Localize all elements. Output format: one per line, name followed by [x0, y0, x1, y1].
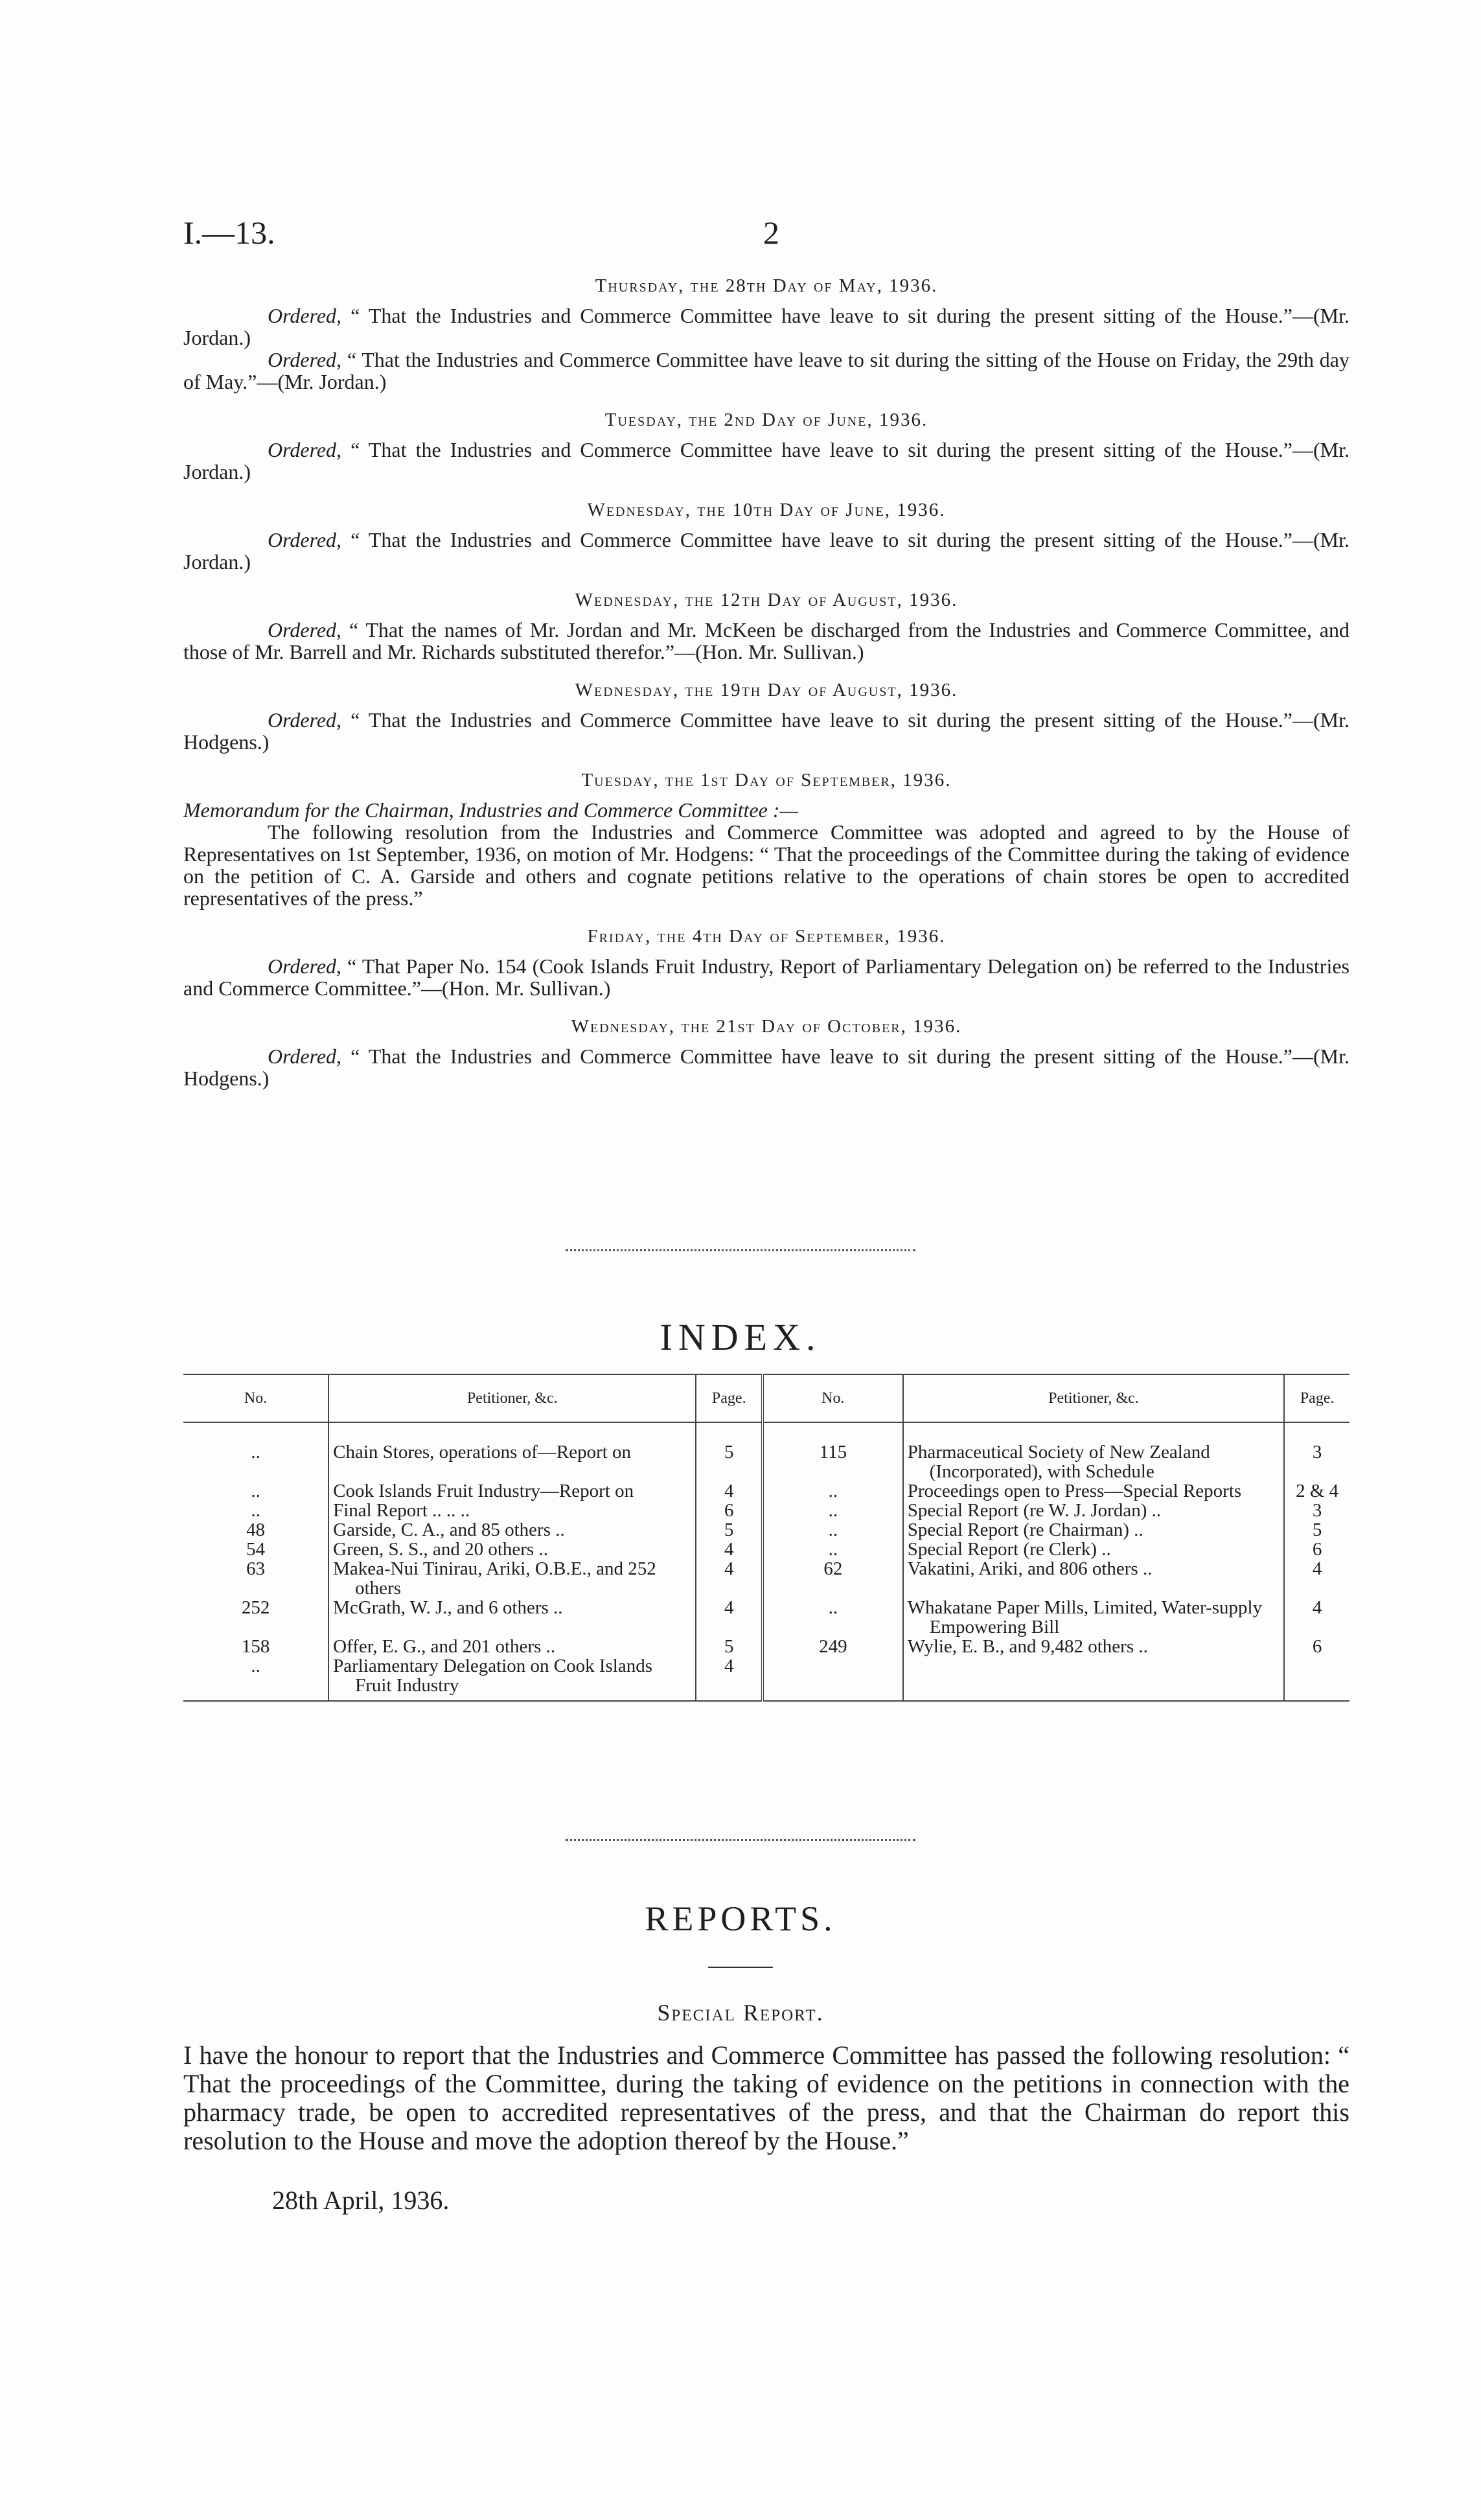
date-heading: Wednesday, the 19th Day of August, 1936.	[575, 680, 958, 700]
header-page: Page.	[696, 1374, 763, 1422]
page-number: 2	[763, 214, 779, 251]
table-row: .. Chain Stores, operations of—Report on 5 115 Pharmaceutical Society of New Zealand (Incorporated), with Schedule 3	[183, 1422, 1349, 1481]
report-date: 28th April, 1936.	[272, 2186, 450, 2215]
table-row: .. Cook Islands Fruit Industry—Report on 4 .. Proceedings open to Press—Special Reports 2 & 4	[251, 1481, 1339, 1501]
order-paragraph: Ordered, “ That the Industries and Commerce Committee have leave to sit during the present sitting of the House.”—(Mr. Hodgens.)	[183, 708, 1350, 754]
page-header	[183, 214, 1349, 259]
date-heading: Wednesday, the 12th Day of August, 1936.	[575, 590, 958, 610]
entry	[183, 500, 1349, 573]
table-row: 54 Green, S. S., and 20 others .. 4 .. Special Report (re Clerk) .. 6	[246, 1539, 1322, 1560]
memo-body: The following resolution from the Industries and Commerce Committee was adopted and agreed to by the House of Representatives on 1st September, 1936, on motion of Mr. Hodgens: “ That the proceedings of the Committee during the taking of evidence on the petition of C. A. Garside and others and cognate petitions relative to the operations of chain stores be open to accredited representatives of the press.”	[183, 820, 1349, 910]
memo-title: Memorandum for the Chairman, Industries and Commerce Committee :—	[183, 798, 798, 822]
order-paragraph: Ordered, “ That the Industries and Commerce Committee have leave to sit during the present sitting of the House.”—(Mr. Hodgens.)	[183, 1045, 1350, 1090]
report-body: I have the honour to report that the Industries and Commerce Committee has passed the following resolution: “ That the proceedings of the Committee, during the taking of evidence on the petitions in connection with the pharmacy trade, be open to accredited representatives of the press, and that the Chairman do report this resolution to the House and move the adoption thereof by the House.”	[183, 2040, 1349, 2155]
order-paragraph: Ordered, “ That the names of Mr. Jordan and Mr. McKeen be discharged from the Industries and Commerce Committee, and those of Mr. Barrell and Mr. Richards substituted therefor.”—(Hon. Mr. Sullivan.)	[183, 618, 1350, 664]
date-heading: Thursday, the 28th Day of May, 1936.	[595, 275, 938, 296]
table-row: 252 McGrath, W. J., and 6 others .. 4 .. Whakatane Paper Mills, Limited, Water-supply Empowering Bill 4	[241, 1597, 1322, 1637]
date-heading: Wednesday, the 21st Day of October, 1936.	[571, 1016, 962, 1037]
order-paragraph: Ordered, “ That the Industries and Commerce Committee have leave to sit during the present sitting of the House.”—(Mr. Jordan.)	[183, 304, 1350, 349]
header-petitioner: Petitioner, &c.	[903, 1374, 1285, 1422]
proceedings	[183, 275, 1349, 1106]
header-page: Page.	[1284, 1374, 1349, 1422]
entry	[183, 680, 1349, 753]
date-heading: Tuesday, the 1st Day of September, 1936.	[581, 770, 952, 791]
index-table	[183, 1374, 1349, 1702]
index-title: INDEX.	[660, 1316, 821, 1358]
entry	[183, 1016, 1349, 1089]
order-paragraph: Ordered, “ That Paper No. 154 (Cook Islands Fruit Industry, Report of Parliamentary Delegation on) be referred to the Industries and Commerce Committee.”—(Hon. Mr. Sullivan.)	[183, 954, 1350, 1000]
order-paragraph: Ordered, “ That the Industries and Commerce Committee have leave to sit during the sitting of the House on Friday, the 29th day of May.”—(Mr. Jordan.)	[183, 348, 1350, 393]
reports-title: REPORTS.	[645, 1899, 836, 1938]
section-divider	[566, 1839, 915, 1841]
table-row: 158 Offer, E. G., and 201 others .. 5 249 Wylie, E. B., and 9,482 others .. 6	[241, 1636, 1322, 1657]
order-paragraph: Ordered, “ That the Industries and Commerce Committee have leave to sit during the present sitting of the House.”—(Mr. Jordan.)	[183, 438, 1350, 483]
date-heading: Wednesday, the 10th Day of June, 1936.	[587, 500, 946, 520]
entry	[183, 770, 1349, 909]
entry	[183, 926, 1349, 999]
title-underline	[708, 1967, 773, 1968]
special-report-heading: Special Report.	[657, 2000, 824, 2026]
order-paragraph: Ordered, “ That the Industries and Commerce Committee have leave to sit during the present sitting of the House.”—(Mr. Jordan.)	[183, 528, 1350, 573]
header-no: No.	[763, 1374, 903, 1422]
table-row: .. Parliamentary Delegation on Cook Islands Fruit Industry 4	[183, 1656, 1349, 1701]
index-header-row	[183, 1374, 1349, 1422]
entry	[183, 275, 1349, 393]
entry	[183, 590, 1349, 663]
table-row: 48 Garside, C. A., and 85 others .. 5 .. Special Report (re Chairman) .. 5	[246, 1520, 1322, 1540]
header-no: No.	[183, 1374, 328, 1422]
entry	[183, 410, 1349, 483]
table-row: 63 Makea-Nui Tinirau, Ariki, O.B.E., and 252 others 4 62 Vakatini, Ariki, and 806 others .. 4	[246, 1558, 1322, 1599]
date-heading: Tuesday, the 2nd Day of June, 1936.	[604, 410, 928, 430]
section-divider	[566, 1249, 915, 1251]
date-heading: Friday, the 4th Day of September, 1936.	[587, 926, 946, 947]
header-petitioner: Petitioner, &c.	[328, 1374, 696, 1422]
table-row: .. Final Report .. .. .. 6 .. Special Report (re W. J. Jordan) .. 3	[251, 1500, 1322, 1521]
page-id: I.—13.	[183, 214, 275, 251]
